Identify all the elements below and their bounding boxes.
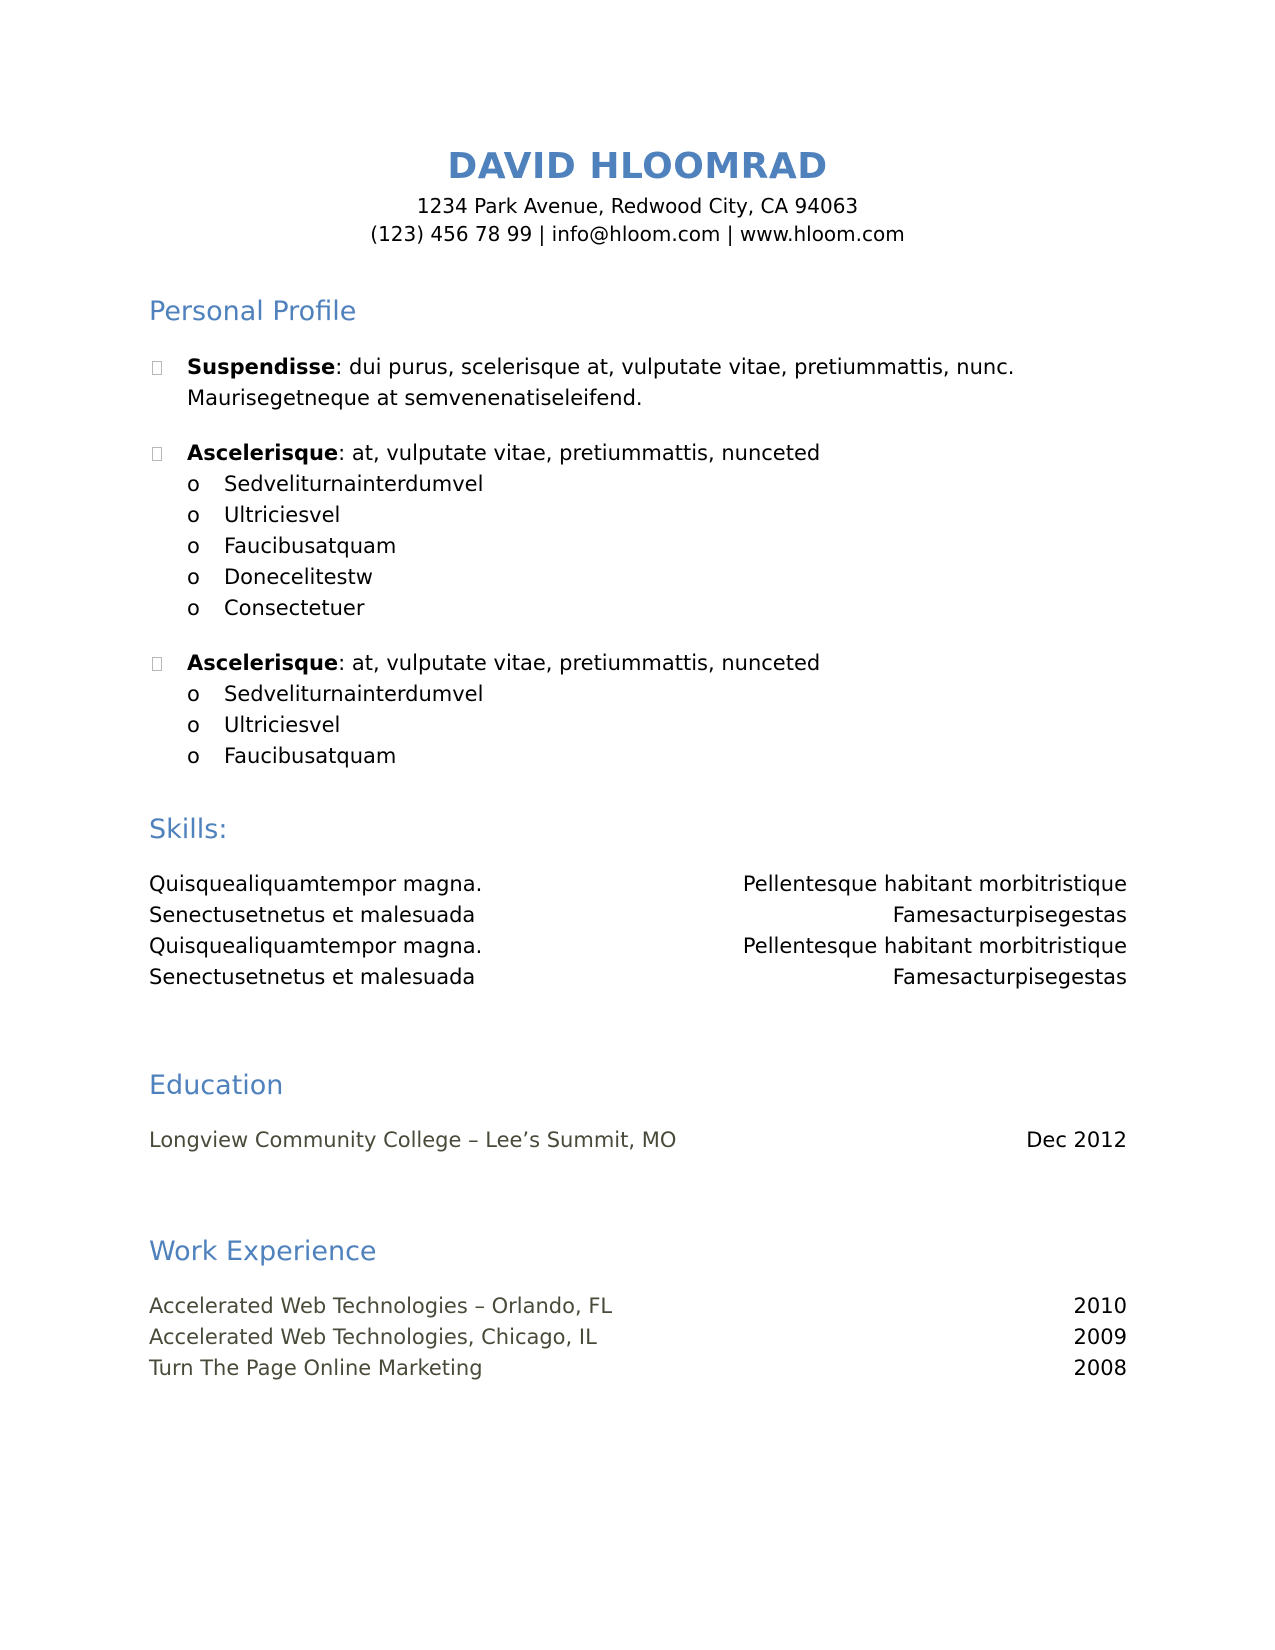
bullet-square-icon [152, 447, 162, 461]
bullet-lead: Suspendisse [187, 355, 336, 379]
work-year: 2009 [1073, 1325, 1127, 1349]
bullet-text: : dui purus, scelerisque at, vulputate vitae, pretiummattis, nunc. [335, 355, 1015, 379]
sub-item: o Consectetuer [187, 593, 1127, 624]
skill-right: Famesacturpisegestas [892, 965, 1127, 989]
sub-item: o Ultriciesvel [187, 500, 1127, 531]
skills-row [149, 869, 1127, 900]
work-company: Accelerated Web Technologies – Orlando, FL [149, 1294, 613, 1318]
bullet-text: : at, vulputate vitae, pretiummattis, nunceted [338, 441, 821, 465]
skills-row [149, 900, 1127, 931]
sub-list [187, 469, 1127, 624]
sub-bullet-icon: o [187, 682, 200, 706]
skill-left: Senectusetnetus et malesuada [149, 965, 476, 989]
skill-right: Pellentesque habitant morbitristique [742, 872, 1127, 896]
sub-bullet-icon: o [187, 565, 200, 589]
education-school: Longview Community College – Lee’s Summit, MO [149, 1128, 677, 1152]
bullet-lead: Ascelerisque [187, 441, 339, 465]
education-date: Dec 2012 [1026, 1128, 1127, 1152]
section-title-personal-profile: Personal Profile [149, 296, 357, 327]
work-company: Turn The Page Online Marketing [149, 1356, 483, 1380]
bullet-text: : at, vulputate vitae, pretiummattis, nunceted [338, 651, 821, 675]
sub-bullet-icon: o [187, 744, 200, 768]
sub-bullet-icon: o [187, 713, 200, 737]
profile-bullet [149, 352, 1127, 414]
section-title-work-experience: Work Experience [149, 1236, 377, 1267]
work-entry [149, 1353, 1127, 1384]
sub-bullet-icon: o [187, 503, 200, 527]
profile-bullet [149, 438, 1127, 624]
work-year: 2008 [1073, 1356, 1127, 1380]
skills-row [149, 962, 1127, 993]
section-title-skills: Skills: [149, 814, 228, 845]
section-title-education: Education [149, 1070, 284, 1101]
sub-item: o Ultriciesvel [187, 710, 1127, 741]
bullet-lead: Ascelerisque [187, 651, 339, 675]
profile-bullet [149, 648, 1127, 772]
sub-item: o Faucibusatquam [187, 531, 1127, 562]
sub-item: o Sedveliturnainterdumvel [187, 679, 1127, 710]
skill-left: Quisquealiquamtempor magna. [149, 934, 483, 958]
sub-bullet-icon: o [187, 534, 200, 558]
work-entry [149, 1291, 1127, 1322]
bullet-square-icon [152, 361, 162, 375]
profile-list [149, 352, 1127, 772]
sub-item: o Faucibusatquam [187, 741, 1127, 772]
bullet-continuation: Maurisegetneque at semvenenatiseleifend. [187, 386, 643, 410]
skills-list [149, 869, 1127, 993]
work-company: Accelerated Web Technologies, Chicago, IL [149, 1325, 597, 1349]
sub-bullet-icon: o [187, 596, 200, 620]
work-list [149, 1291, 1127, 1384]
candidate-address: 1234 Park Avenue, Redwood City, CA 94063 [416, 194, 859, 218]
sub-list [187, 679, 1127, 772]
skills-row [149, 931, 1127, 962]
sub-item: o Sedveliturnainterdumvel [187, 469, 1127, 500]
candidate-contact: (123) 456 78 99 | info@hloom.com | www.hloom.com [370, 222, 905, 246]
sub-item: o Donecelitestw [187, 562, 1127, 593]
skill-right: Pellentesque habitant morbitristique [742, 934, 1127, 958]
work-year: 2010 [1073, 1294, 1127, 1318]
education-entry [149, 1125, 1127, 1156]
bullet-square-icon [152, 657, 162, 671]
candidate-name: DAVID HLOOMRAD [447, 146, 828, 187]
skill-left: Quisquealiquamtempor magna. [149, 872, 483, 896]
skill-right: Famesacturpisegestas [892, 903, 1127, 927]
work-entry [149, 1322, 1127, 1353]
education-list [149, 1125, 1127, 1156]
sub-bullet-icon: o [187, 472, 200, 496]
skill-left: Senectusetnetus et malesuada [149, 903, 476, 927]
resume-header [0, 146, 1275, 248]
